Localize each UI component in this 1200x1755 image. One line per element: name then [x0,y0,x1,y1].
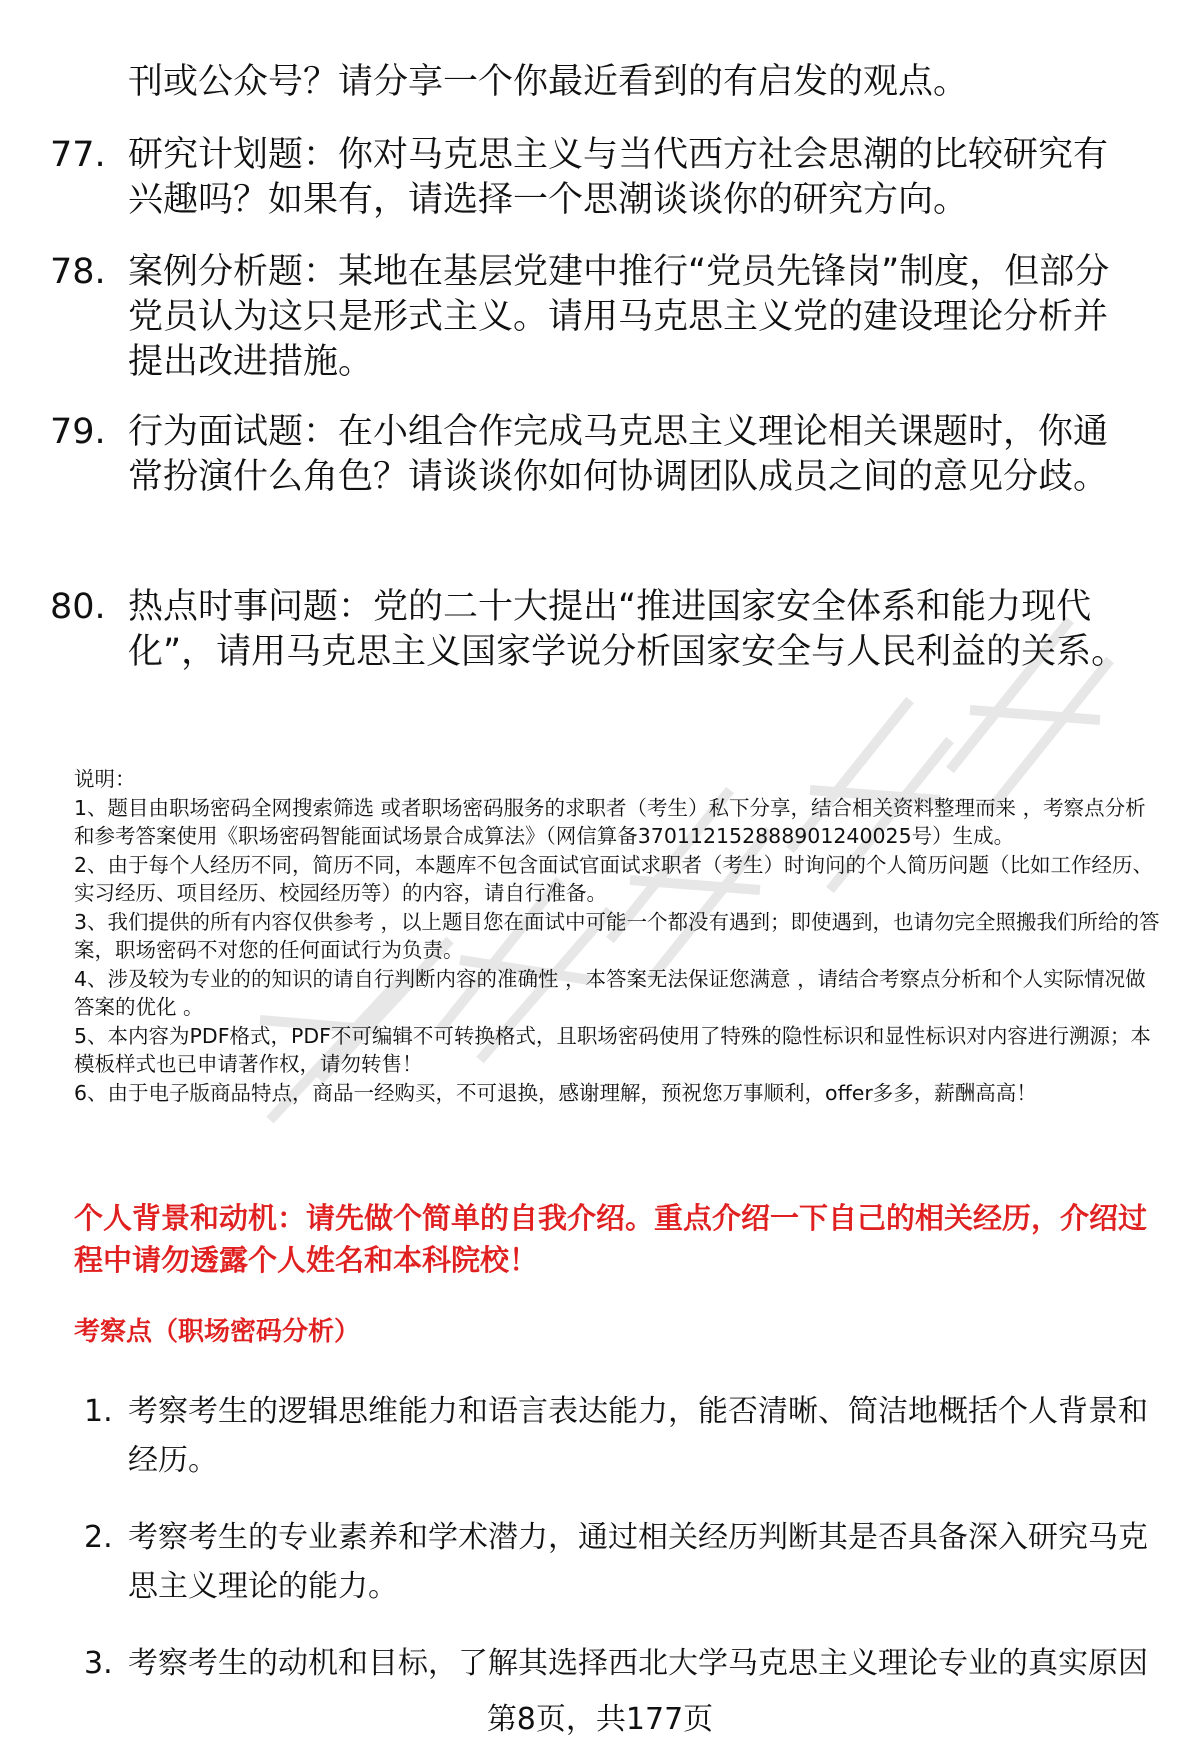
question-text: 案例分析题：某地在基层党建中推行“党员先锋岗”制度，但部分党员认为这只是形式主义。请用马克思主义党的建设理论分析并提出改进措施。 [128,252,1110,382]
list-item [84,1639,1164,1688]
question-text: 热点时事问题：党的二十大提出“推进国家安全体系和能力现代化”，请用马克思主义国家学说分析国家安全与人民利益的关系。 [128,587,1127,672]
question-number: 80. [50,587,106,627]
question-number: 78. [50,252,106,292]
notes-item: 1、题目由职场密码全网搜索筛选 或者职场密码服务的求职者（考生）私下分享，结合相关资料整理而来 ，考察点分析和参考答案使用《职场密码智能面试场景合成算法》（网信算备370112152888901240025号）生成。 [74,795,1146,848]
question-item [50,250,1140,385]
notes-item: 5、本内容为PDF格式，PDF不可编辑不可转换格式，且职场密码使用了特殊的隐性标识和显性标识对内容进行溯源；本模板样式也已申请著作权，请勿转售！ [74,1023,1151,1076]
question-number: 79. [50,412,106,452]
notes-title: 说明： [74,767,136,791]
list-item [84,1387,1164,1485]
question-text: 研究计划题：你对马克思主义与当代西方社会思潮的比较研究有兴趣吗？如果有，请选择一个思潮谈谈你的研究方向。 [128,135,1109,220]
notes-item: 3、我们提供的所有内容仅供参考 ，以上题目您在面试中可能一个都没有遇到；即使遇到，也请勿完全照搬我们所给的答案，职场密码不对您的任何面试行为负责。 [74,909,1160,962]
point-number: 1. [84,1394,113,1429]
analysis-points-list [84,1387,1164,1716]
disclaimer-notes [74,765,1164,1107]
point-text: 考察考生的动机和目标，了解其选择西北大学马克思主义理论专业的真实原因 [128,1646,1148,1681]
question-text: 行为面试题：在小组合作完成马克思主义理论相关课题时，你通常扮演什么角色？请谈谈你如何协调团队成员之间的意见分歧。 [128,412,1109,497]
question-item [50,585,1140,675]
notes-item: 2、由于每个人经历不同，简历不同，本题库不包含面试官面试求职者（考生）时询问的个人简历问题（比如工作经历、实习经历、项目经历、校园经历等）的内容，请自行准备。 [74,852,1154,905]
list-item [84,1513,1164,1611]
notes-item: 6、由于电子版商品特点，商品一经购买，不可退换，感谢理解，预祝您万事顺利，offer多多，薪酬高高！ [74,1080,1037,1105]
notes-item: 4、涉及较为专业的的知识的请自行判断内容的准确性 ，本答案无法保证您满意 ，请结合考察点分析和个人实际情况做答案的优化 。 [74,966,1146,1019]
point-text: 考察考生的逻辑思维能力和语言表达能力，能否清晰、简洁地概括个人背景和经历。 [128,1394,1148,1478]
question-number: 77. [50,135,106,175]
point-number: 3. [84,1646,113,1681]
analysis-heading: 考察点（职场密码分析） [74,1317,361,1347]
point-number: 2. [84,1520,113,1555]
question-item [50,410,1140,500]
point-text: 考察考生的专业素养和学术潜力，通过相关经历判断其是否具备深入研究马克思主义理论的能力。 [128,1520,1148,1604]
background-question-heading: 个人背景和动机：请先做个简单的自我介绍。重点介绍一下自己的相关经历，介绍过程中请勿透露个人姓名和本科院校！ [74,1201,1148,1277]
question-continuation: 刊或公众号？请分享一个你最近看到的有启发的观点。 [128,62,969,102]
page-footer: 第8页，共177页 [486,1702,714,1737]
question-item [50,133,1140,223]
